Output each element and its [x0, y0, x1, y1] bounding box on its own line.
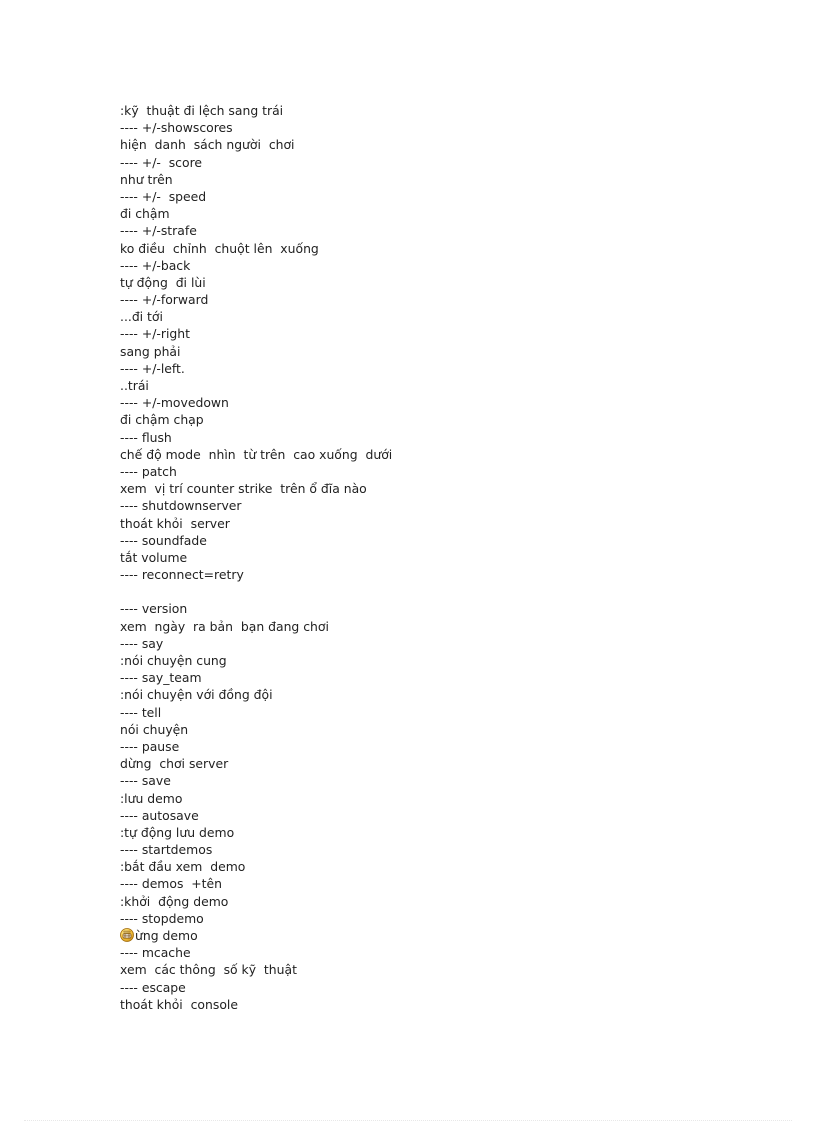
command-line: ---- reconnect=retry: [120, 567, 244, 583]
text-line: thoát khỏi console: [120, 996, 238, 1012]
command-line: ---- autosave: [120, 807, 199, 823]
command-line: ---- flush: [120, 429, 172, 445]
text-line: như trên: [120, 171, 173, 187]
text-line: ừng demo: [135, 928, 198, 943]
command-line: ---- +/-showscores: [120, 120, 233, 136]
text-line: dừng chơi server: [120, 756, 229, 772]
text-line: thoát khỏi server: [120, 515, 230, 531]
text-line: :kỹ thuật đi lệch sang trái: [120, 103, 284, 118]
text-line: nói chuyện: [120, 721, 189, 737]
text-line: ko điều chỉnh chuột lên xuống: [120, 240, 319, 256]
text-line-with-emoji: [120, 927, 780, 944]
command-line: ---- say_team: [120, 670, 202, 686]
command-line: ---- startdemos: [120, 842, 213, 858]
command-line: ---- save: [120, 773, 171, 789]
command-line: ---- shutdownserver: [120, 498, 242, 514]
text-line: ..trái: [120, 378, 149, 393]
command-line: ---- +/-strafe: [120, 223, 197, 239]
text-line: :bắt đầu xem demo: [120, 859, 246, 875]
text-line: tắt volume: [120, 549, 188, 565]
command-line: ---- +/-movedown: [120, 395, 229, 411]
text-line: :tự động lưu demo: [120, 824, 235, 840]
command-line: ---- +/-forward: [120, 292, 209, 308]
command-line: ---- +/-back: [120, 257, 191, 273]
blank-line: [120, 583, 780, 600]
command-line: ---- mcache: [120, 945, 191, 961]
command-line: ---- soundfade: [120, 532, 207, 548]
command-line: ---- +/- score: [120, 154, 203, 170]
command-line: ---- patch: [120, 463, 177, 479]
command-line: ---- stopdemo: [120, 910, 204, 926]
text-line: xem các thông số kỹ thuật: [120, 962, 297, 978]
text-line: xem ngày ra bản bạn đang chơi: [120, 618, 329, 634]
text-line: chế độ mode nhìn từ trên cao xuống dưới: [120, 446, 393, 462]
text-line: xem vị trí counter strike trên ổ đĩa nào: [120, 481, 367, 497]
command-line: ---- +/- speed: [120, 188, 207, 204]
text-line: tự động đi lùi: [120, 274, 206, 290]
command-line: ---- say: [120, 635, 164, 651]
text-line: đi chậm chạp: [120, 412, 204, 428]
text-line: :khởi động demo: [120, 893, 229, 909]
document-body: [120, 102, 780, 1013]
command-line: ---- +/-left.: [120, 360, 185, 376]
text-line: hiện danh sách người chơi: [120, 137, 295, 153]
command-line: ---- demos +tên: [120, 876, 223, 892]
command-line: ---- version: [120, 601, 188, 617]
grinning-face-icon: [120, 928, 134, 942]
text-line: :nói chuyện với đồng đội: [120, 687, 273, 703]
text-line: :nói chuyện cung: [120, 653, 227, 668]
text-line: ...đi tới: [120, 309, 163, 325]
text-line: :lưu demo: [120, 790, 183, 806]
text-line: sang phải: [120, 343, 181, 359]
text-line: đi chậm: [120, 206, 170, 222]
command-line: ---- escape: [120, 979, 186, 995]
command-line: ---- tell: [120, 704, 162, 720]
page-bottom-divider: [24, 1120, 792, 1121]
command-line: ---- +/-right: [120, 326, 190, 342]
command-line: ---- pause: [120, 738, 180, 754]
